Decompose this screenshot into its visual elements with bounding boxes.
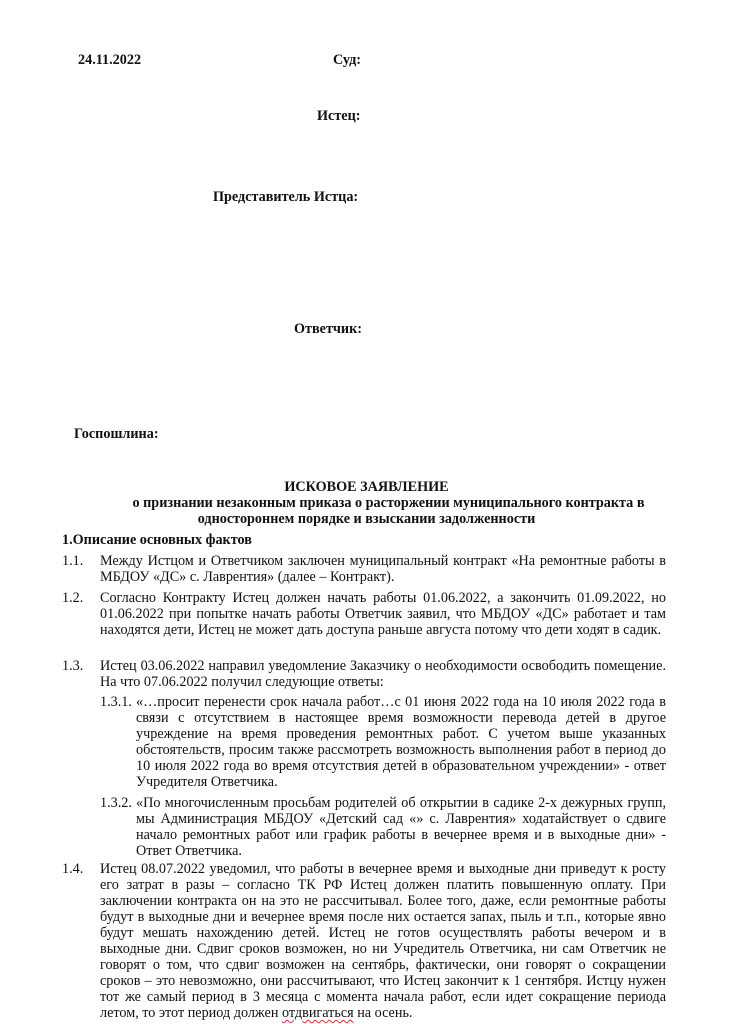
item-number: 1.1. [62, 553, 84, 569]
date-label: 24.11.2022 [78, 52, 142, 68]
document-subtitle-line2: одностороннем порядке и взыскании задолженности [197, 511, 536, 527]
document-subtitle-line1: о признании незаконным приказа о расторжении муниципального контракта в [132, 495, 645, 511]
item-number: 1.2. [62, 590, 84, 606]
item-number: 1.3. [62, 658, 84, 674]
paragraph-1-3-2: «По многочисленным просьбам родителей об открытии в садике 2-х дежурных групп, мы Администрация МБДОУ «Детский сад «» с. Лаврентия» ходатайствует о сдвиге начало ремонтных работ или график работы в вечернее время и в выходные дни» - Ответ Ответчика. [136, 795, 666, 859]
document-title: ИСКОВОЕ ЗАЯВЛЕНИЕ [284, 479, 449, 495]
paragraph-1-3: Истец 03.06.2022 направил уведомление Заказчику о необходимости освободить помещение. На что 07.06.2022 получил следующие ответы: [100, 658, 666, 690]
defendant-label: Ответчик: [294, 321, 363, 337]
item-number: 1.3.1. [100, 694, 132, 710]
paragraph-1-4: Истец 08.07.2022 уведомил, что работы в вечернее время и выходные дни приведут к росту его затрат в разы – согласно ТК РФ Истец должен платить повышенную оплату. При заключении контракта он на это не рассчитывал. Более того, даже, если ремонтные работы будут в выходные дни и вечернее время после них остается запах, пыль и т.п., которые явно будут мешать нахождению детей. Истец не готов осуществлять работы вечером и в выходные дни. Сдвиг сроков возможен, но ни Учредитель Ответчика, ни сам Ответчик не говорят о том, что сдвиг возможен на сентябрь, фактически, они говорят о сокращении сроков – это невозможно, они рассчитывают, что Истец закончит к 1 сентября. Истцу нужен тот же самый период в 3 месяца с момента начала работ, если идет сокращение периода летом, то этот период должен отдвигаться на осень. [100, 861, 666, 1021]
plaintiff-label: Истец: [317, 108, 361, 124]
fee-label: Госпошлина: [74, 426, 159, 442]
paragraph-1-2: Согласно Контракту Истец должен начать работы 01.06.2022, а закончить 01.09.2022, но 01.06.2022 при попытке начать работы Ответчик заявил, что МБДОУ «ДС» работает и там находятся дети, Истец не может дать доступа раньше августа потому что дети ходят в садик. [100, 590, 666, 638]
representative-label: Представитель Истца: [213, 189, 359, 205]
section-heading: 1.Описание основных фактов [62, 532, 252, 548]
item-number: 1.4. [62, 861, 84, 877]
spellcheck-word: отдвигаться [281, 1005, 354, 1021]
paragraph-1-3-1: «…просит перенести срок начала работ…с 01 июня 2022 года на 10 июля 2022 года в связи с отсутствием в настоящее время возможности перевода детей в другое учреждение на время проведения ремонтных работ. С учетом выше указанных обстоятельств, просим также рассмотреть возможность выполнения работ в период до 10 июля 2022 года во время отсутствия детей в образовательном учреждении» - ответ Учредителя Ответчика. [136, 694, 666, 790]
court-label: Суд: [333, 52, 361, 68]
item-number: 1.3.2. [100, 795, 132, 811]
paragraph-1-1: Между Истцом и Ответчиком заключен муниципальный контракт «На ремонтные работы в МБДОУ «ДС» с. Лаврентия» (далее – Контракт). [100, 553, 666, 585]
